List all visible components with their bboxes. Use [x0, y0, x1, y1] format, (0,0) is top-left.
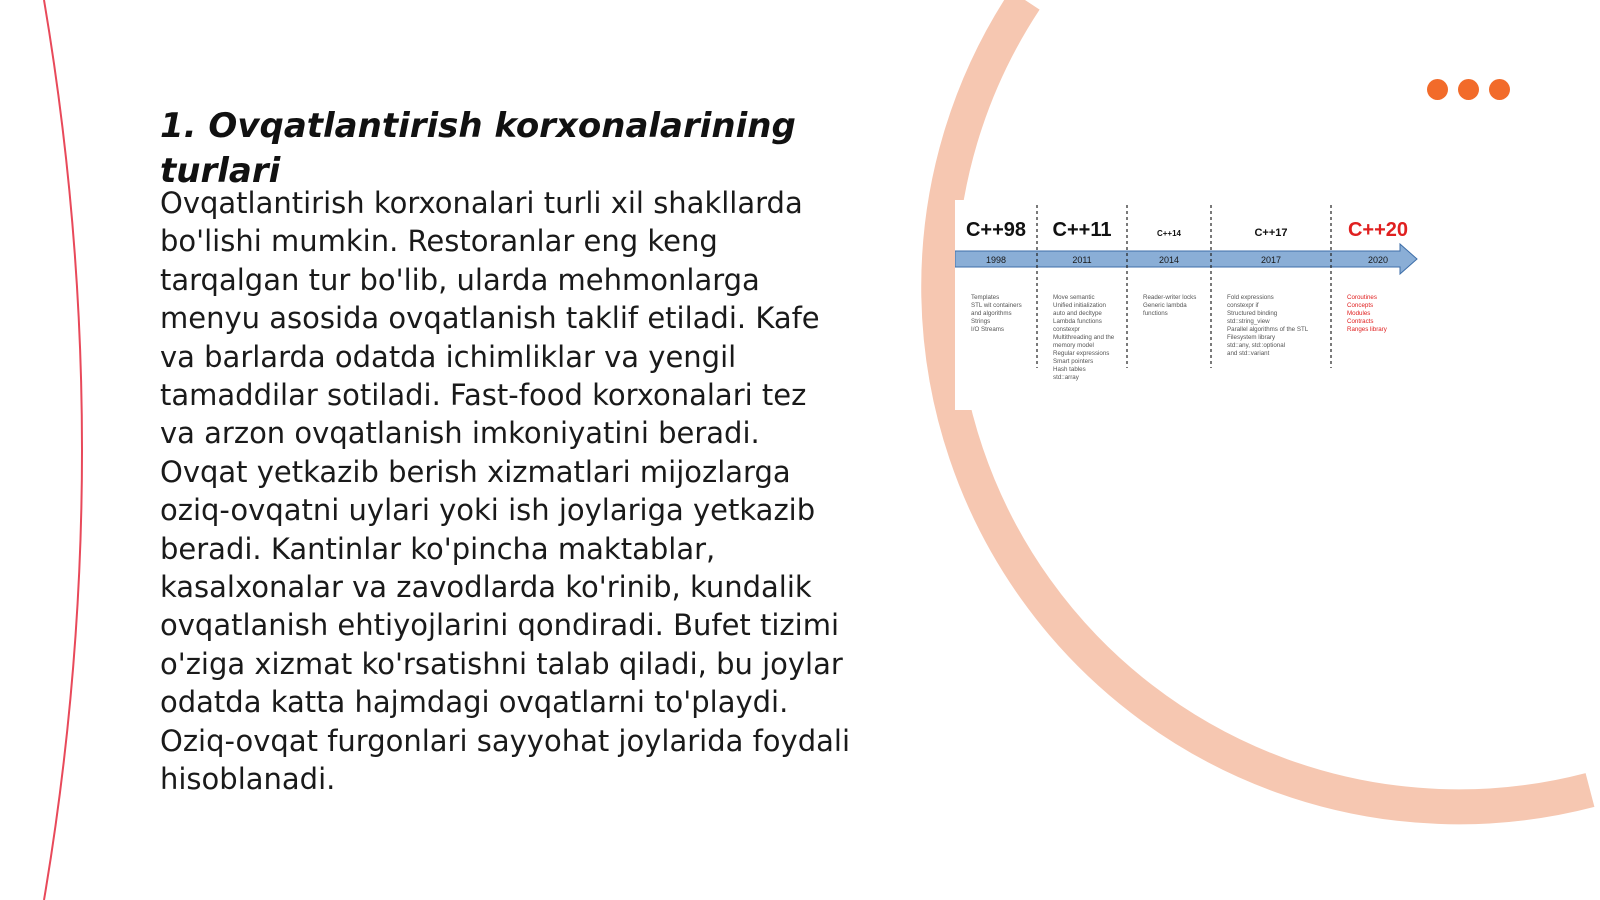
- era-feature: I/O Streams: [971, 326, 1005, 333]
- era-feature: Hash tables: [1053, 366, 1086, 373]
- era-feature: Templates: [971, 294, 1000, 301]
- era-year-1998: 1998: [985, 255, 1007, 265]
- dot-1: [1427, 79, 1448, 100]
- era-year-2020: 2020: [1367, 255, 1389, 265]
- era-feature: Move semantic: [1053, 294, 1095, 301]
- era-year-2011: 2011: [1072, 255, 1092, 265]
- era-feature: std::any, std::optional: [1227, 342, 1286, 349]
- dots-decoration: [1427, 79, 1510, 100]
- era-label-2014: C++14: [1156, 229, 1182, 238]
- era-feature: Contracts: [1347, 318, 1374, 325]
- era-feature: Regular expressions: [1053, 350, 1110, 357]
- era-label-1998: C++98: [965, 219, 1027, 241]
- accent-curve-line: [44, 0, 82, 900]
- era-feature: functions: [1143, 310, 1168, 317]
- cpp-timeline-svg: [955, 200, 1445, 410]
- dot-2: [1458, 79, 1479, 100]
- era-feature: auto and decltype: [1053, 310, 1102, 317]
- era-feature: Unified initialization: [1053, 302, 1106, 309]
- era-feature: std::array: [1053, 374, 1079, 381]
- era-feature: Filesystem library: [1227, 334, 1276, 341]
- era-feature: Concepts: [1347, 302, 1374, 309]
- era-feature: Coroutines: [1347, 294, 1377, 301]
- era-feature: Reader-writer locks: [1143, 294, 1197, 301]
- era-label-2020: C++20: [1347, 219, 1409, 241]
- era-label-2011: C++11: [1052, 219, 1112, 241]
- era-feature: Modules: [1347, 310, 1371, 317]
- era-feature: Lambda functions: [1053, 318, 1102, 325]
- era-feature: constexpr: [1053, 326, 1080, 333]
- era-feature: Multithreading and the: [1053, 334, 1115, 341]
- era-feature: Strings: [971, 318, 991, 325]
- era-feature: constexpr if: [1227, 302, 1259, 309]
- era-feature: std::string_view: [1227, 318, 1270, 325]
- era-feature: Ranges library: [1347, 326, 1387, 333]
- era-feature: Fold expressions: [1227, 294, 1274, 301]
- era-feature: STL wit containers: [971, 302, 1022, 309]
- era-feature: and std::variant: [1227, 350, 1270, 357]
- era-feature: Generic lambda: [1143, 302, 1187, 309]
- dot-3: [1489, 79, 1510, 100]
- era-feature: Parallel algorithms of the STL: [1227, 326, 1309, 333]
- era-feature: and algorithms: [971, 310, 1012, 317]
- cpp-timeline-figure: [955, 200, 1445, 410]
- era-label-2017: C++17: [1254, 227, 1288, 239]
- era-year-2017: 2017: [1260, 255, 1282, 265]
- era-feature: memory model: [1053, 342, 1094, 349]
- era-year-2014: 2014: [1158, 255, 1180, 265]
- slide-body-text: Ovqatlantirish korxonalari turli xil shakllarda bo'lishi mumkin. Restoranlar eng keng tarqalgan tur bo'lib, ularda mehmonlarga menyu asosida ovqatlanish taklif etiladi. Kafe va barlarda odatda ichimliklar va yengil tamaddilar sotiladi. Fast-food korxonalari tez va arzon ovqatlanish imkoniyatini beradi. Ovqat yetkazib berish xizmatlari mijozlarga oziq-ovqatni uylari yoki ish joylariga yetkazib beradi. Kantinlar ko'pincha maktablar, kasalxonalar va zavodlarda ko'rinib, kundalik ovqatlanish ehtiyojlarini qondiradi. Bufet tizimi o'ziga xizmat ko'rsatishni talab qiladi, bu joylar odatda katta hajmdagi ovqatlarni to'playdi. Oziq-ovqat furgonlari sayyohat joylarida foydali hisoblanadi.: [160, 186, 851, 797]
- era-feature: Smart pointers: [1053, 358, 1094, 365]
- era-feature: Structured binding: [1227, 310, 1278, 317]
- timeline-arrow: [955, 244, 1417, 274]
- slide-title: 1. Ovqatlantirish korxonalarining turlari: [160, 106, 796, 191]
